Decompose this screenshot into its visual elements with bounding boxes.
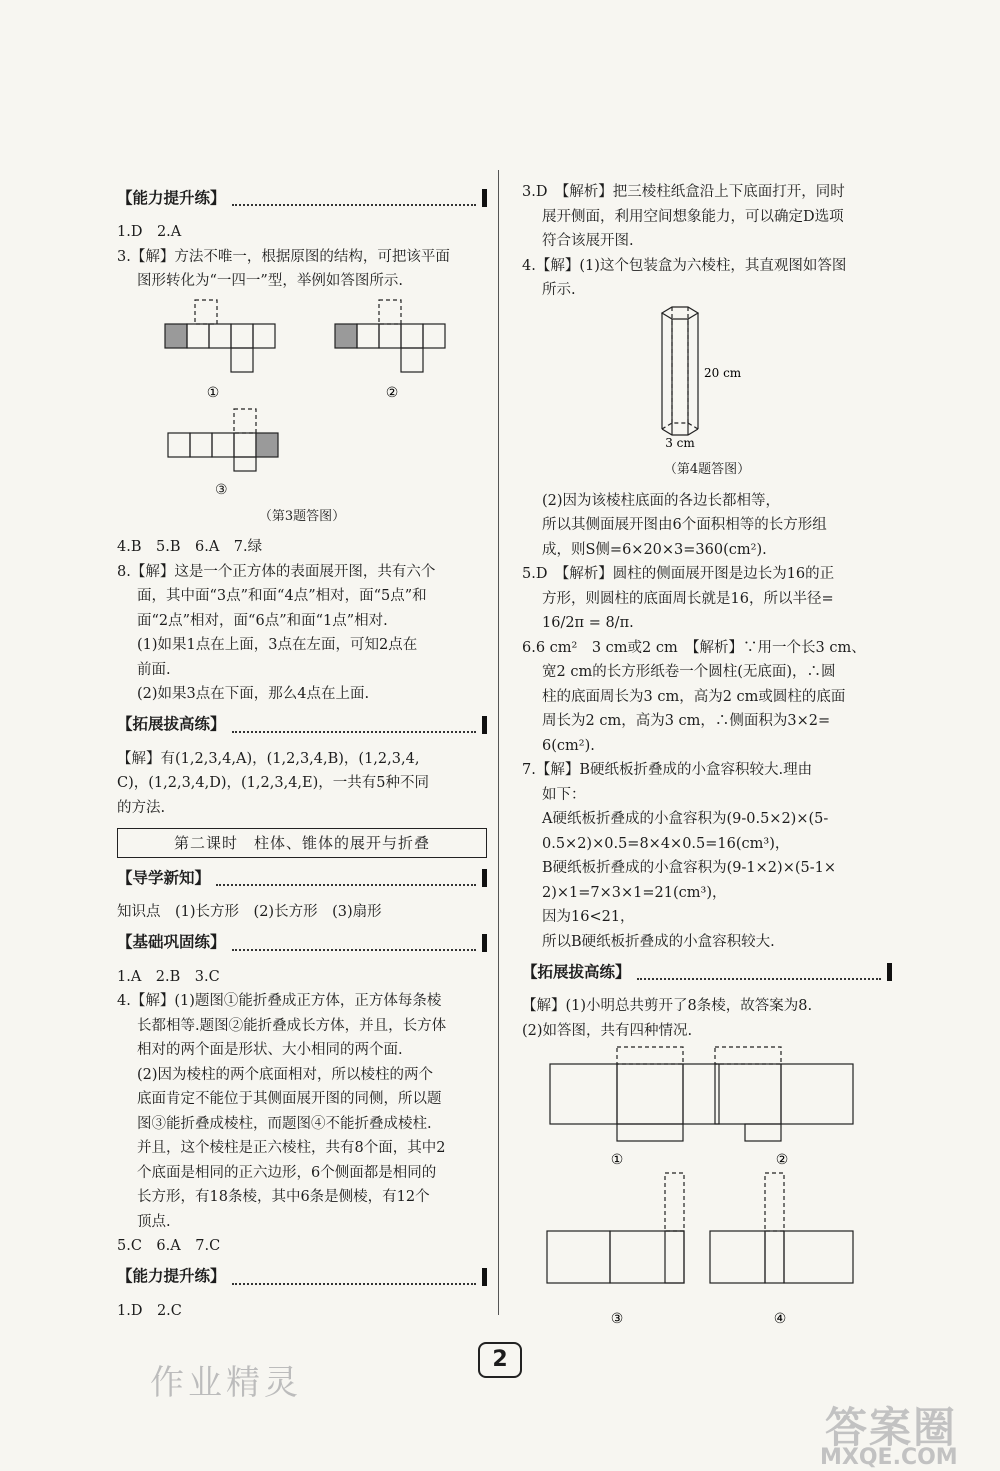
label-b: ②: [775, 1152, 789, 1168]
section-header-basic: 【基础巩固练】: [117, 927, 487, 959]
label-a: ①: [610, 1152, 624, 1168]
answer-line: (2)如答图，共有四种情况.: [522, 1022, 693, 1039]
answer-line: 6.6 cm² 3 cm或2 cm 【解析】∵用一个长3 cm、: [522, 639, 866, 656]
watermark-right: 答案圈: [825, 1403, 958, 1452]
answer-line: 方形，则圆柱的底面周长就是16，所以半径=: [542, 590, 834, 607]
watermark-left: 作业精灵: [150, 1363, 302, 1403]
width-label: 3 cm: [665, 435, 695, 448]
answer-line: 所以B硬纸板折叠成的小盒容积较大.: [542, 933, 775, 950]
net-d: [710, 1173, 853, 1283]
answer-line: (2)因为该棱柱底面的各边长都相等，: [542, 492, 781, 509]
answer-line: 个底面是相同的正六边形，6个侧面都是相同的: [137, 1164, 437, 1181]
net-3: [168, 409, 278, 471]
answer-line: 【解】(1)小明总共剪开了8条棱，故答案为8.: [522, 998, 813, 1014]
figure-q3-caption: （第3题答图）: [258, 508, 346, 524]
figure-q3-nets: [117, 294, 487, 474]
answer-line: 7.【解】B硬纸板折叠成的小盒容积较大.理由: [522, 762, 813, 778]
answer-line: 2)×1=7×3×1=21(cm³)，: [542, 884, 727, 901]
label-d: ④: [773, 1311, 787, 1327]
section-header-ability-2: 【能力提升练】: [117, 1261, 487, 1293]
answer-line: 8.【解】这是一个正方体的表面展开图，共有六个: [117, 563, 436, 580]
answer-line: 长都相等.题图②能折叠成长方体，并且，长方体: [137, 1017, 447, 1034]
answer-line: 长方形，有18条棱，其中6条是侧棱，有12个: [137, 1189, 430, 1205]
label-3: ③: [215, 482, 228, 498]
answer-line: 1.A 2.B 3.C: [117, 968, 220, 985]
answer-line: 0.5×2)×0.5=8×4×0.5=16(cm³)，: [542, 835, 790, 852]
answer-line: 所示.: [542, 282, 576, 298]
page-number: 2: [478, 1342, 522, 1378]
net-1: [165, 300, 275, 372]
figure-q4-hexagonal-prism: [522, 303, 892, 448]
answer-line: 图③能折叠成棱柱，而题图④不能折叠成棱柱.: [137, 1115, 432, 1132]
answer-line: (2)因为棱柱的两个底面相对，所以棱柱的两个: [137, 1066, 434, 1083]
section-header-extension: 【拓展拔高练】: [117, 709, 487, 741]
answer-line: 展开侧面，利用空间想象能力，可以确定D选项: [542, 208, 844, 225]
answer-line: B硬纸板折叠成的小盒容积为(9-1×2)×(5-1×: [542, 860, 836, 876]
answer-line: 16/2π = 8/π.: [542, 615, 634, 631]
answer-line: 4.B 5.B 6.A 7.绿: [117, 539, 263, 555]
answer-line: 底面肯定不能位于其侧面展开图的同侧，所以题: [137, 1091, 442, 1107]
section-header-ability: 【能力提升练】: [117, 182, 487, 214]
figure-q4-caption: （第4题答图）: [663, 462, 751, 477]
answer-line: 相对的两个面是形状、大小相同的两个面.: [137, 1042, 403, 1058]
section-header-guide: 【导学新知】: [117, 862, 487, 894]
net-2: [335, 300, 445, 372]
answer-line: (2)如果3点在下面，那么4点在上面.: [137, 686, 370, 702]
answer-line: 4.【解】(1)这个包装盒为六棱柱，其直观图如答图: [522, 257, 847, 274]
watermark-url: MXQE.COM: [820, 1445, 958, 1470]
section-header-extension-2: 【拓展拔高练】: [522, 956, 892, 988]
answer-line: 5.D 【解析】圆柱的侧面展开图是边长为16的正: [522, 566, 835, 582]
answer-line: 1.D 2.A: [117, 224, 182, 240]
answer-line: A硬纸板折叠成的小盒容积为(9-0.5×2)×(5-: [542, 811, 829, 827]
label-c: ③: [610, 1311, 624, 1327]
answer-line: 知识点 (1)长方形 (2)长方形 (3)扇形: [117, 904, 382, 920]
lesson-title: 第二课时 柱体、锥体的展开与折叠: [117, 828, 487, 858]
right-column: [522, 180, 892, 1342]
answer-line: 并且，这个棱柱是正六棱柱，共有8个面，其中2: [137, 1140, 446, 1156]
answer-line: 周长为2 cm，高为3 cm，∴侧面积为3×2=: [542, 713, 831, 729]
answer-line: 前面.: [137, 661, 171, 678]
answer-line: 5.C 6.A 7.C: [117, 1238, 221, 1254]
answer-line: 3.【解】方法不唯一，根据原图的结构，可把该平面: [117, 248, 450, 265]
answer-line: 宽2 cm的长方形纸卷一个圆柱(无底面)，∴圆: [542, 664, 836, 680]
column-divider: [498, 170, 499, 1315]
net-b: [715, 1047, 853, 1141]
height-label: 20 cm: [704, 365, 742, 380]
answer-line: 6(cm²).: [542, 737, 595, 754]
answer-line: 3.D 【解析】把三棱柱纸盒沿上下底面打开，同时: [522, 184, 845, 200]
answer-line: C)，(1,2,3,4,D)，(1,2,3,4,E)，一共有5种不同: [117, 775, 429, 791]
answer-line: 符合该展开图.: [542, 233, 634, 249]
answer-line: 成，则S侧=6×20×3=360(cm²).: [542, 541, 767, 558]
answer-line: 【解】有(1,2,3,4,A)，(1,2,3,4,B)，(1,2,3,4,: [117, 750, 420, 767]
answer-line: 1.D 2.C: [117, 1302, 182, 1319]
answer-line: 顶点.: [137, 1213, 171, 1230]
net-a: [550, 1047, 719, 1141]
answer-line: 所以其侧面展开图由6个面积相等的长方形组: [542, 517, 827, 533]
answer-line: 图形转化为“一四一”型，举例如答图所示.: [137, 273, 403, 289]
net-c: [547, 1173, 684, 1283]
answer-line: 因为16<21，: [542, 909, 635, 925]
label-2: ②: [385, 384, 399, 401]
answer-line: 柱的底面周长为3 cm，高为2 cm或圆柱的底面: [542, 688, 846, 705]
answer-line: 面“2点”相对，面“6点”和面“1点”相对.: [137, 612, 388, 629]
answer-line: 如下：: [542, 786, 586, 803]
answer-line: 面，其中面“3点”和面“4点”相对，面“5点”和: [137, 588, 427, 604]
label-1: ①: [206, 384, 220, 401]
answer-line: 的方法.: [117, 799, 166, 816]
figure-prism-nets: [522, 1043, 892, 1333]
answer-line: (1)如果1点在上面，3点在左面，可知2点在: [137, 637, 418, 653]
left-column: [117, 180, 487, 1323]
answer-line: 4.【解】(1)题图①能折叠成正方体，正方体每条棱: [117, 993, 442, 1009]
